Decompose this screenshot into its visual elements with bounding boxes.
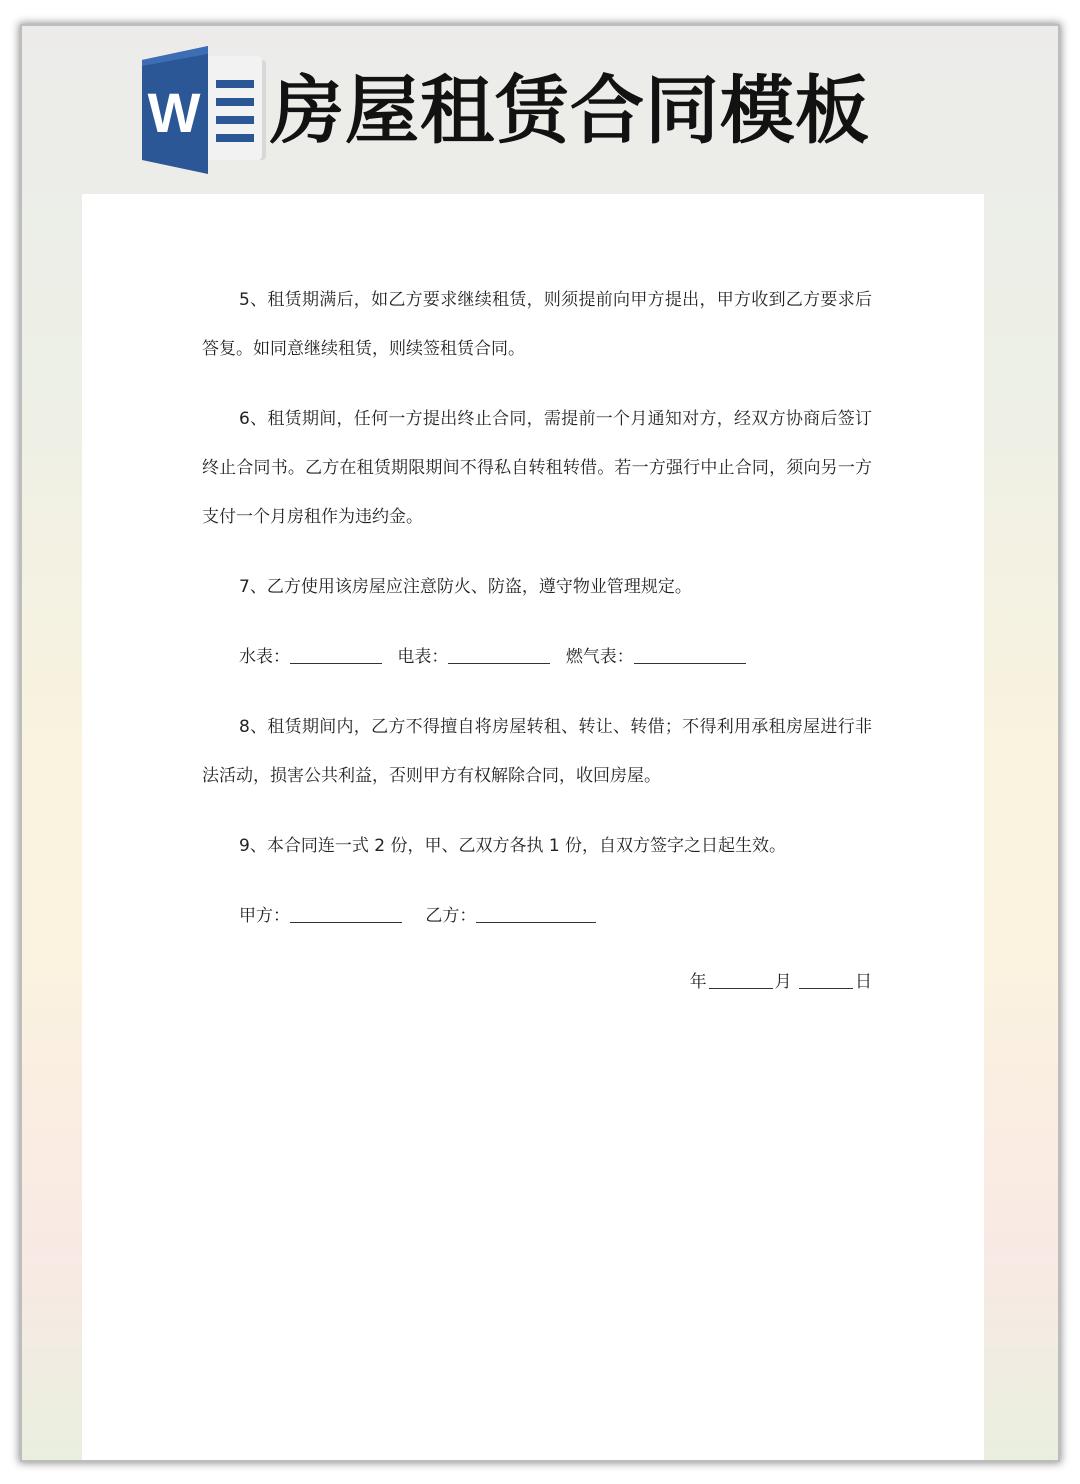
clause-5: 5、租赁期满后，如乙方要求继续租赁，则须提前向甲方提出，甲方收到乙方要求后答复。如同意继续租赁，则续签租赁合同。 [202, 290, 872, 359]
gas-meter-blank [634, 645, 746, 664]
date-day-blank [799, 970, 853, 989]
clause-9: 9、本合同连一式 2 份，甲、乙双方各执 1 份，自双方签字之日起生效。 [239, 836, 787, 856]
signature-line [202, 892, 872, 941]
clause-8: 8、租赁期间内，乙方不得擅自将房屋转租、转让、转借；不得利用承租房屋进行非法活动，损害公共利益，否则甲方有权解除合同，收回房屋。 [202, 717, 872, 786]
water-meter-label: 水表： [239, 647, 290, 667]
electric-meter-label: 电表： [397, 647, 449, 667]
meter-readings [202, 633, 872, 682]
document-page [82, 194, 984, 1460]
document-body [202, 276, 872, 1007]
date-year-label: 年 [689, 972, 707, 992]
clause-7: 7、乙方使用该房屋应注意防火、防盗，遵守物业管理规定。 [239, 577, 692, 597]
party-a-label: 甲方： [239, 906, 290, 926]
date-day-label: 日 [855, 972, 872, 992]
date-month-label: 月 [774, 972, 792, 992]
header [22, 26, 1058, 194]
signing-date [202, 958, 872, 1007]
page-title: 房屋租赁合同模板 [270, 68, 870, 154]
party-a-blank [290, 904, 402, 923]
clause-6: 6、租赁期间，任何一方提出终止合同，需提前一个月通知对方，经双方协商后签订终止合同书。乙方在租赁期限期间不得私自转租转借。若一方强行中止合同，须向另一方支付一个月房租作为违约金。 [202, 409, 872, 527]
party-b-label: 乙方： [425, 906, 477, 926]
electric-meter-blank [448, 645, 550, 664]
word-app-icon [136, 44, 268, 176]
water-meter-blank [290, 645, 382, 664]
gas-meter-label: 燃气表： [565, 647, 634, 667]
date-month-blank [709, 970, 773, 989]
poster-frame [22, 26, 1058, 1460]
word-logo-letter: W [147, 81, 201, 144]
party-b-blank [476, 904, 596, 923]
